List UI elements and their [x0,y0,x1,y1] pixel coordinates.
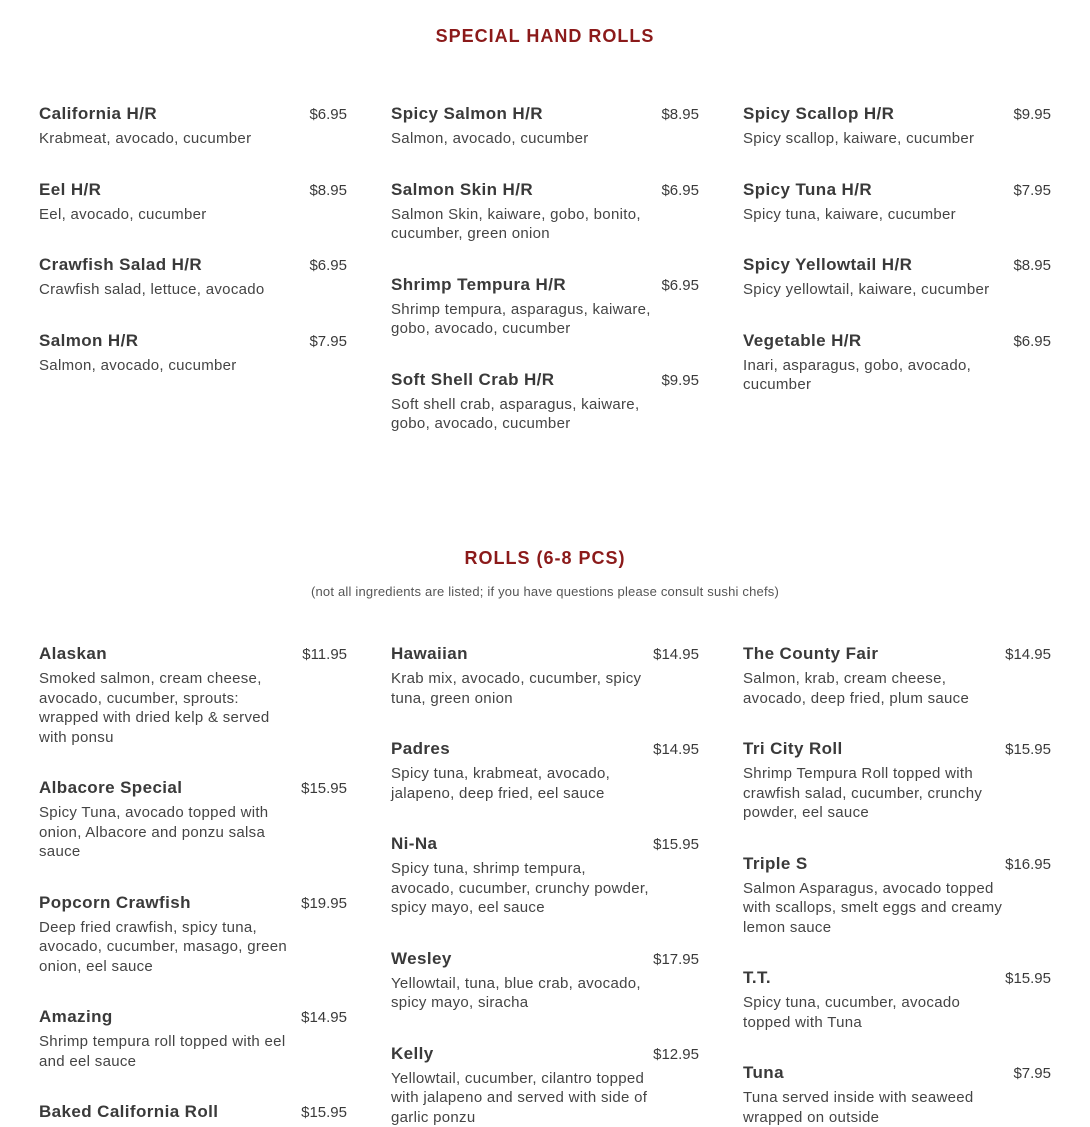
menu-item-header [39,255,347,279]
menu-item-header [39,778,347,802]
rolls-note: (not all ingredients are listed; if you have questions please consult sushi chefs) [0,584,1090,599]
menu-item-name: Soft Shell Crab H/R [391,370,554,390]
menu-item-spicy-salmon-h-r [391,104,699,149]
menu-item-header [391,180,699,204]
menu-item-header [743,180,1051,204]
menu-item-description: Spicy tuna, kaiware, cucumber [743,205,1051,225]
menu-item-name: Padres [391,739,450,759]
menu-item-price: $6.95 [309,106,347,123]
menu-item-price: $6.95 [309,257,347,274]
menu-item-description: Spicy Tuna, avocado topped with onion, Albacore and ponzu salsa sauce [39,803,347,862]
menu-item-description: Eel, avocado, cucumber [39,205,347,225]
menu-item-description: Deep fried crawfish, spicy tuna, avocado, cucumber, masago, green onion, eel sauce [39,918,347,977]
menu-item-description: Spicy tuna, shrimp tempura, avocado, cucumber, crunchy powder, spicy mayo, eel sauce [391,859,699,918]
menu-item-header [39,104,347,128]
menu-item-padres [391,739,699,803]
menu-item-the-county-fair [743,644,1051,708]
menu-item-price: $15.95 [1005,970,1051,987]
menu-item-hawaiian [391,644,699,708]
menu-item-price: $14.95 [301,1009,347,1026]
menu-item-description: Salmon, avocado, cucumber [39,356,347,376]
menu-item-name: Shrimp Tempura H/R [391,275,566,295]
menu-item-name: California H/R [39,104,157,124]
menu-item-price: $7.95 [1013,182,1051,199]
menu-item-albacore-special [39,778,347,862]
menu-item-name: Popcorn Crawfish [39,893,191,913]
menu-item-price: $8.95 [661,106,699,123]
menu-item-price: $15.95 [653,836,699,853]
menu-item-name: Spicy Scallop H/R [743,104,894,124]
menu-item-name: Vegetable H/R [743,331,862,351]
rolls-column-2 [391,644,699,1127]
menu-item-header [391,949,699,973]
menu-item-description: Spicy tuna, cucumber, avocado topped with Tuna [743,993,1051,1032]
menu-item-header [39,1102,347,1126]
menu-item-name: Eel H/R [39,180,101,200]
menu-item-name: Alaskan [39,644,107,664]
menu-item-name: Ni-Na [391,834,437,854]
hand-rolls-column-2 [391,104,699,434]
menu-item-header [391,834,699,858]
section-title-rolls: ROLLS (6-8 PCS) [0,548,1090,569]
menu-item-header [391,104,699,128]
menu-item-description: Yellowtail, cucumber, cilantro topped with jalapeno and served with side of garlic ponzu [391,1069,699,1127]
menu-item-wesley [391,949,699,1013]
menu-item-price: $9.95 [1013,106,1051,123]
menu-item-name: Salmon H/R [39,331,138,351]
menu-item-name: Baked California Roll [39,1102,218,1122]
rolls-column-3 [743,644,1051,1127]
menu-item-price: $14.95 [653,741,699,758]
menu-item-description: Salmon Skin, kaiware, gobo, bonito, cucumber, green onion [391,205,699,244]
menu-item-name: Wesley [391,949,452,969]
menu-item-description: Salmon, krab, cream cheese, avocado, deep fried, plum sauce [743,669,1051,708]
menu-item-header [743,1063,1051,1087]
menu-item-header [743,104,1051,128]
menu-item-description: Yellowtail, tuna, blue crab, avocado, spicy mayo, siracha [391,974,699,1013]
menu-item-description: Spicy yellowtail, kaiware, cucumber [743,280,1051,300]
menu-item-header [39,331,347,355]
menu-item-price: $14.95 [653,646,699,663]
menu-item-name: Spicy Salmon H/R [391,104,543,124]
menu-item-header [743,255,1051,279]
menu-item-soft-shell-crab-h-r [391,370,699,434]
menu-item-header [391,370,699,394]
menu-item-price: $7.95 [309,333,347,350]
menu-item-name: T.T. [743,968,771,988]
menu-item-alaskan [39,644,347,747]
menu-item-name: Crawfish Salad H/R [39,255,202,275]
menu-item-description: Spicy tuna, krabmeat, avocado, jalapeno, deep fried, eel sauce [391,764,699,803]
menu-item-name: Kelly [391,1044,434,1064]
menu-item-amazing [39,1007,347,1071]
menu-item-tuna [743,1063,1051,1127]
menu-item-price: $19.95 [301,895,347,912]
menu-item-popcorn-crawfish [39,893,347,977]
menu-item-name: Triple S [743,854,808,874]
menu-item-description: Spicy scallop, kaiware, cucumber [743,129,1051,149]
menu-item-vegetable-h-r [743,331,1051,395]
menu-item-salmon-skin-h-r [391,180,699,244]
menu-item-name: Hawaiian [391,644,468,664]
menu-item-header [743,854,1051,878]
menu-item-header [743,739,1051,763]
menu-item-price: $11.95 [302,646,347,663]
menu-item-price: $9.95 [661,372,699,389]
menu-item-price: $6.95 [661,182,699,199]
menu-item-header [391,739,699,763]
menu-item-header [39,893,347,917]
menu-item-header [743,331,1051,355]
menu-item-header [39,180,347,204]
menu-item-description: Shrimp tempura roll topped with eel and eel sauce [39,1032,347,1071]
menu-item-price: $15.95 [1005,741,1051,758]
menu-item-kelly [391,1044,699,1127]
menu-item-baked-california-roll [39,1102,347,1126]
menu-item-price: $8.95 [1013,257,1051,274]
menu-item-price: $6.95 [661,277,699,294]
menu-item-description: Salmon, avocado, cucumber [391,129,699,149]
menu-item-price: $7.95 [1013,1065,1051,1082]
menu-item-name: Spicy Tuna H/R [743,180,872,200]
menu-item-price: $15.95 [301,1104,347,1121]
menu-item-eel-h-r [39,180,347,225]
menu-item-name: The County Fair [743,644,878,664]
menu-item-spicy-tuna-h-r [743,180,1051,225]
menu-item-header [391,275,699,299]
menu-item-name: Tuna [743,1063,784,1083]
menu-item-description: Tuna served inside with seaweed wrapped on outside [743,1088,1051,1127]
menu-item-spicy-yellowtail-h-r [743,255,1051,300]
menu-item-name: Albacore Special [39,778,182,798]
menu-item-name: Salmon Skin H/R [391,180,533,200]
menu-item-shrimp-tempura-h-r [391,275,699,339]
menu-item-price: $17.95 [653,951,699,968]
menu-item-description: Crawfish salad, lettuce, avocado [39,280,347,300]
section-title-hand-rolls: SPECIAL HAND ROLLS [0,26,1090,47]
menu-item-spicy-scallop-h-r [743,104,1051,149]
menu-item-description: Soft shell crab, asparagus, kaiware, gobo, avocado, cucumber [391,395,699,434]
menu-item-name: Tri City Roll [743,739,843,759]
menu-item-description: Shrimp tempura, asparagus, kaiware, gobo, avocado, cucumber [391,300,699,339]
menu-item-price: $6.95 [1013,333,1051,350]
menu-item-t-t [743,968,1051,1032]
menu-item-description: Krabmeat, avocado, cucumber [39,129,347,149]
menu-item-header [39,1007,347,1031]
hand-rolls-column-1 [39,104,347,375]
menu-item-salmon-h-r [39,331,347,376]
menu-item-name: Amazing [39,1007,113,1027]
menu-item-california-h-r [39,104,347,149]
menu-item-header [391,1044,699,1068]
menu-item-header [743,644,1051,668]
menu-item-price: $16.95 [1005,856,1051,873]
menu-item-price: $15.95 [301,780,347,797]
menu-item-description: Salmon Asparagus, avocado topped with scallops, smelt eggs and creamy lemon sauce [743,879,1051,938]
menu-item-name: Spicy Yellowtail H/R [743,255,912,275]
menu-item-description: Smoked salmon, cream cheese, avocado, cucumber, sprouts: wrapped with dried kelp & served with ponsu [39,669,347,747]
menu-item-description: Shrimp Tempura Roll topped with crawfish salad, cucumber, crunchy powder, eel sauce [743,764,1051,823]
rolls-column-1 [39,644,347,1126]
menu-item-crawfish-salad-h-r [39,255,347,300]
menu-item-header [743,968,1051,992]
menu-item-price: $8.95 [309,182,347,199]
menu-item-price: $14.95 [1005,646,1051,663]
menu-item-header [39,644,347,668]
hand-rolls-column-3 [743,104,1051,395]
menu-item-price: $12.95 [653,1046,699,1063]
menu-item-description: Inari, asparagus, gobo, avocado, cucumber [743,356,1051,395]
menu-item-triple-s [743,854,1051,938]
menu-item-tri-city-roll [743,739,1051,823]
menu-item-description: Krab mix, avocado, cucumber, spicy tuna, green onion [391,669,699,708]
menu-item-ni-na [391,834,699,918]
menu-item-header [391,644,699,668]
